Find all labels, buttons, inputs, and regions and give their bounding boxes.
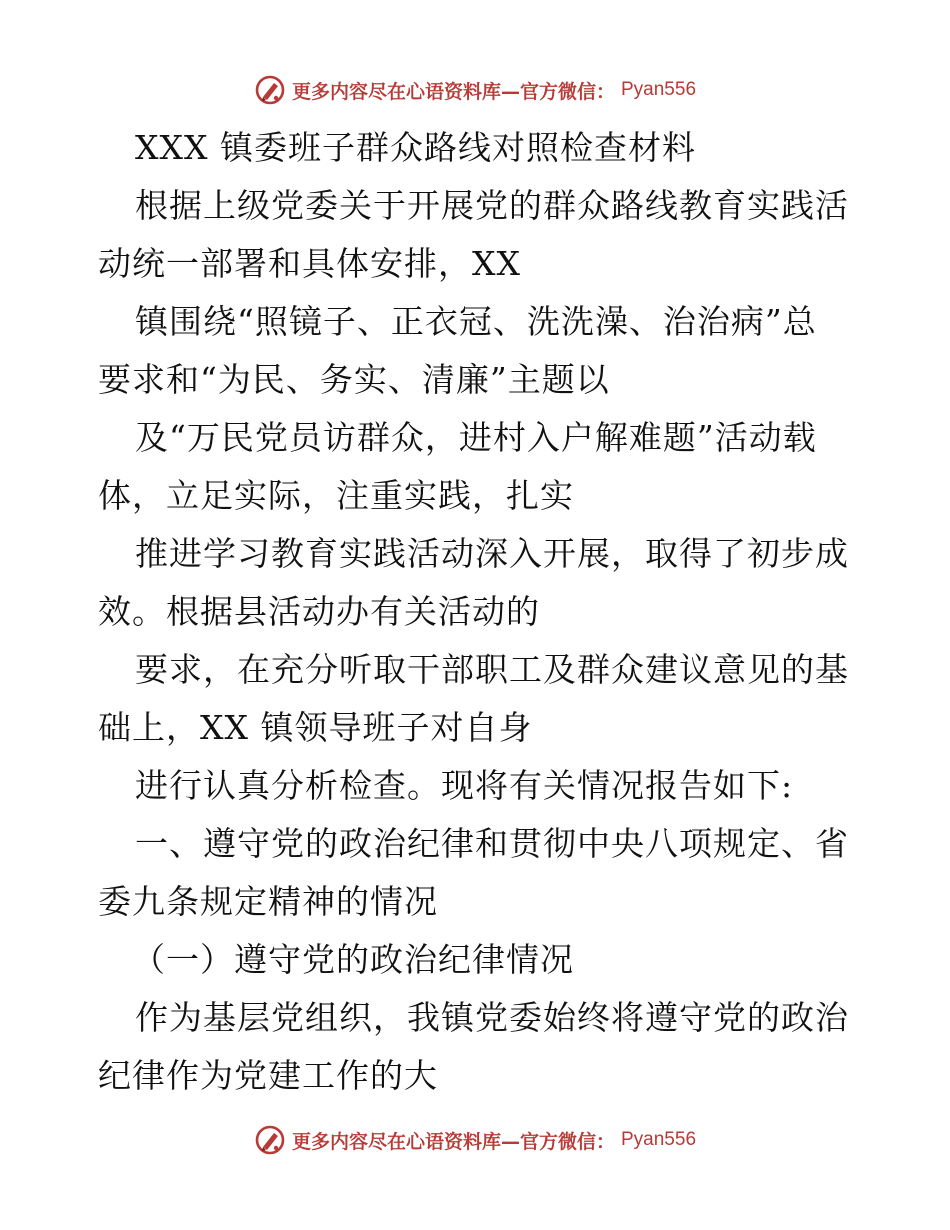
paragraph-line: 根据上级党委关于开展党的群众路线教育实践活 <box>135 186 849 225</box>
footer-banner <box>0 1120 950 1160</box>
header-banner-text: 更多内容尽在心语资料库—官方微信： <box>291 80 615 103</box>
paragraph-line: 效。根据县活动办有关活动的 <box>98 592 540 631</box>
header-banner-handle: Pyan556 <box>621 79 697 100</box>
pen-logo-icon <box>254 1124 286 1156</box>
section-heading: 一、遵守党的政治纪律和贯彻中央八项规定、省 <box>135 824 849 863</box>
paragraph-line: 础上，XX 镇领导班子对自身 <box>98 708 533 747</box>
document-title: XXX 镇委班子群众路线对照检查材料 <box>135 128 696 167</box>
subsection-heading: （一）遵守党的政治纪律情况 <box>132 940 574 979</box>
document-body <box>98 119 858 1105</box>
header-banner <box>0 70 950 110</box>
footer-banner-text: 更多内容尽在心语资料库—官方微信： <box>291 1130 615 1153</box>
paragraph-line: 及“万民党员访群众，进村入户解难题”活动载 <box>135 418 817 457</box>
paragraph-line: 动统一部署和具体安排，XX <box>98 244 521 283</box>
paragraph-line: 要求和“为民、务实、清廉”主题以 <box>98 360 610 399</box>
section-heading-continued: 委九条规定精神的情况 <box>98 882 438 921</box>
paragraph-line: 镇围绕“照镜子、正衣冠、洗洗澡、治治病”总 <box>135 302 817 341</box>
paragraph-line: 作为基层党组织，我镇党委始终将遵守党的政治 <box>135 998 849 1037</box>
footer-banner-handle: Pyan556 <box>621 1129 697 1150</box>
paragraph-line: 推进学习教育实践活动深入开展，取得了初步成 <box>135 534 849 573</box>
paragraph-line: 进行认真分析检查。现将有关情况报告如下: <box>135 766 794 805</box>
paragraph-line: 要求，在充分听取干部职工及群众建议意见的基 <box>135 650 849 689</box>
pen-logo-icon <box>254 74 286 106</box>
paragraph-line: 纪律作为党建工作的大 <box>98 1056 438 1095</box>
paragraph-line: 体，立足实际，注重实践，扎实 <box>98 476 574 515</box>
